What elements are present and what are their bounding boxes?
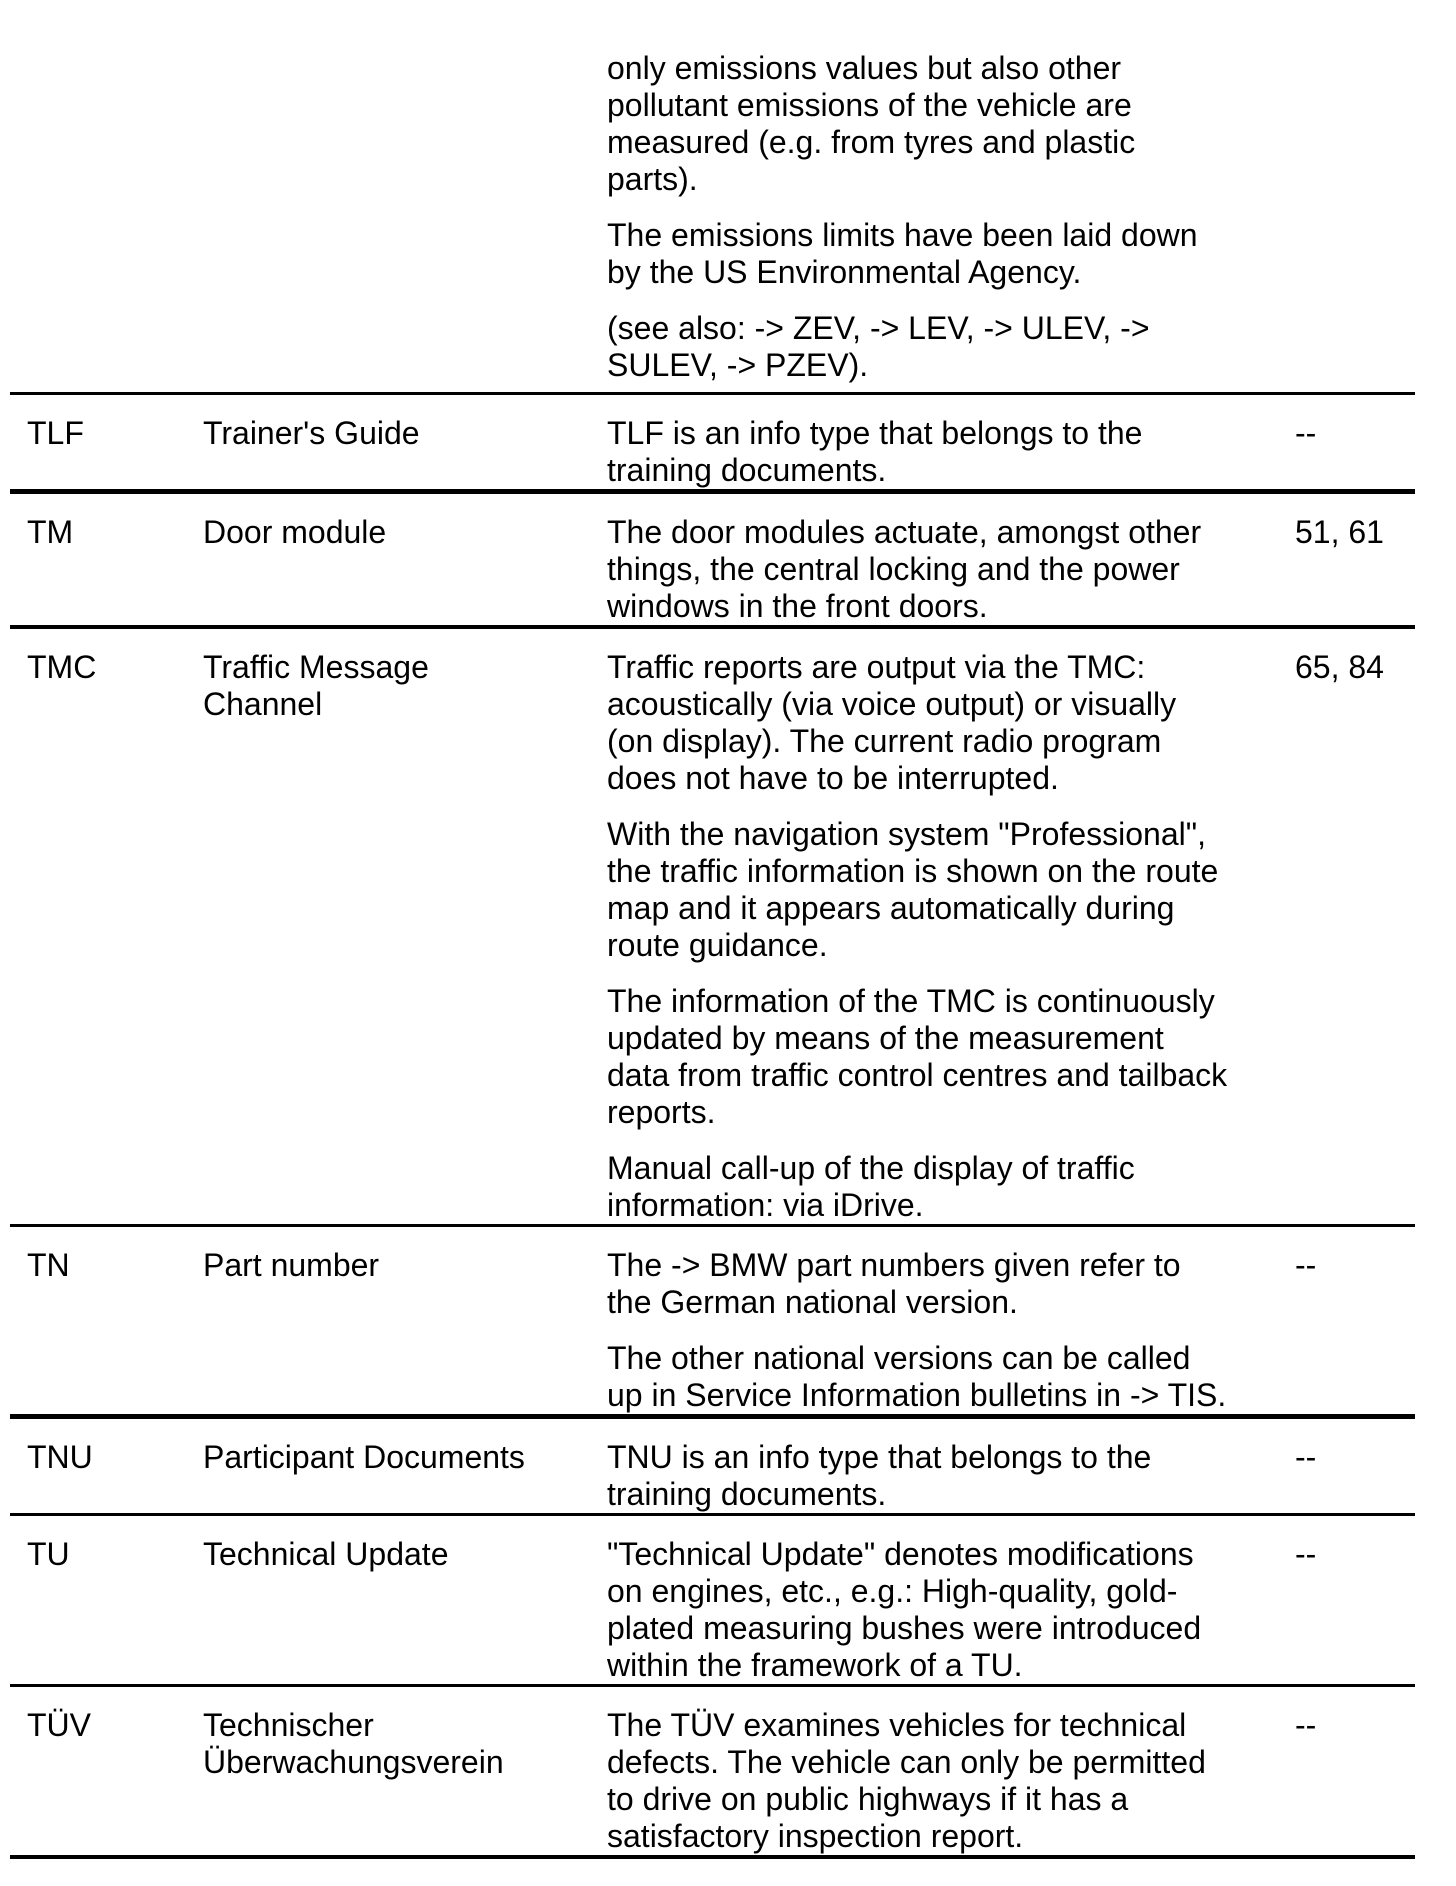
term-cell [203,415,607,452]
glossary-row [0,489,1456,625]
abbreviation-cell: TMC [27,649,97,685]
paragraph [607,1707,1295,1855]
description-line: (on display). The current radio program [607,723,1162,759]
paragraph [607,816,1295,964]
description-line: With the navigation system "Professional", [607,816,1206,852]
pages-cell: -- [1295,1439,1317,1475]
pages-cell: -- [1295,1247,1317,1283]
paragraph [607,1247,1295,1321]
term-cell [203,1439,607,1476]
glossary-row [0,392,1456,489]
description-cell [607,1536,1295,1684]
description-line: satisfactory inspection report. [607,1818,1024,1854]
description-line: TNU is an info type that belongs to the [607,1439,1152,1475]
pages-cell: -- [1295,415,1317,451]
glossary-row [0,1414,1456,1513]
paragraph [607,310,1295,384]
description-line: information: via iDrive. [607,1187,924,1223]
description-cell [607,649,1295,1224]
continuation-line: by the US Environmental Agency. [607,254,1082,290]
description-line: The -> BMW part numbers given refer to [607,1247,1181,1283]
term-line: Traffic Message [203,649,429,685]
description-cell [607,1247,1295,1414]
pages-cell: -- [1295,1707,1317,1743]
paragraph [607,415,1295,489]
description-line: The door modules actuate, amongst other [607,514,1202,550]
term-line: Technischer [203,1707,374,1743]
description-line: on engines, etc., e.g.: High-quality, gold- [607,1573,1178,1609]
description-line: route guidance. [607,927,828,963]
description-line: does not have to be interrupted. [607,760,1059,796]
paragraph [607,1150,1295,1224]
paragraph [607,983,1295,1131]
description-line: The other national versions can be called [607,1340,1191,1376]
paragraph [607,1536,1295,1684]
description-line: The TÜV examines vehicles for technical [607,1707,1187,1743]
abbreviation-cell: TÜV [27,1707,91,1743]
continuation-line: (see also: -> ZEV, -> LEV, -> ULEV, -> [607,310,1150,346]
description-line: updated by means of the measurement [607,1020,1164,1056]
abbreviation-cell: TN [27,1247,70,1283]
term-cell [203,1536,607,1573]
abbreviation-cell: TLF [27,415,84,451]
continuation-line: The emissions limits have been laid down [607,217,1198,253]
description-line: training documents. [607,452,887,488]
description-line: up in Service Information bulletins in -> TIS. [607,1377,1227,1413]
term-cell [203,1707,607,1781]
pages-cell: -- [1295,1536,1317,1572]
description-cell [607,514,1295,625]
paragraph [607,1439,1295,1513]
pages-cell: 65, 84 [1295,649,1384,685]
glossary-row [0,1224,1456,1414]
paragraph [607,649,1295,797]
description-line: the traffic information is shown on the route [607,853,1219,889]
glossary-table [0,392,1456,1855]
continuation-line: parts). [607,161,698,197]
abbreviation-cell: TU [27,1536,70,1572]
description-line: reports. [607,1094,716,1130]
description-line: Traffic reports are output via the TMC: [607,649,1146,685]
abbreviation-cell: TNU [27,1439,93,1475]
continuation-line: measured (e.g. from tyres and plastic [607,124,1136,160]
glossary-row [0,1684,1456,1855]
term-cell [203,1247,607,1284]
term-line: Participant Documents [203,1439,525,1475]
abbreviation-cell: TM [27,514,74,550]
term-line: Door module [203,514,387,550]
paragraph [607,50,1295,198]
continuation-text-block [607,0,1295,384]
continuation-line: SULEV, -> PZEV). [607,347,869,383]
term-line: Überwachungsverein [203,1744,504,1780]
description-line: defects. The vehicle can only be permitted [607,1744,1206,1780]
term-line: Part number [203,1247,380,1283]
description-line: windows in the front doors. [607,588,988,624]
paragraph [607,217,1295,291]
term-line: Trainer's Guide [203,415,420,451]
term-cell [203,514,607,551]
description-line: to drive on public highways if it has a [607,1781,1129,1817]
description-line: plated measuring bushes were introduced [607,1610,1202,1646]
description-cell [607,1439,1295,1513]
description-line: TLF is an info type that belongs to the [607,415,1143,451]
description-line: things, the central locking and the power [607,551,1180,587]
glossary-row [0,625,1456,1224]
continuation-line: only emissions values but also other [607,50,1122,86]
description-line: within the framework of a TU. [607,1647,1023,1683]
term-line: Technical Update [203,1536,449,1572]
description-line: data from traffic control centres and tailback [607,1057,1228,1093]
description-line: Manual call-up of the display of traffic [607,1150,1135,1186]
description-line: acoustically (via voice output) or visually [607,686,1177,722]
description-cell [607,1707,1295,1855]
term-cell [203,649,607,723]
pages-cell: 51, 61 [1295,514,1384,550]
description-line: training documents. [607,1476,887,1512]
term-line: Channel [203,686,323,722]
description-line: map and it appears automatically during [607,890,1175,926]
paragraph [607,1340,1295,1414]
table-bottom-rule [10,1855,1415,1859]
description-line: the German national version. [607,1284,1018,1320]
continuation-line: pollutant emissions of the vehicle are [607,87,1132,123]
description-line: "Technical Update" denotes modifications [607,1536,1194,1572]
description-line: The information of the TMC is continuously [607,983,1215,1019]
description-cell [607,415,1295,489]
paragraph [607,514,1295,625]
glossary-row [0,1513,1456,1684]
